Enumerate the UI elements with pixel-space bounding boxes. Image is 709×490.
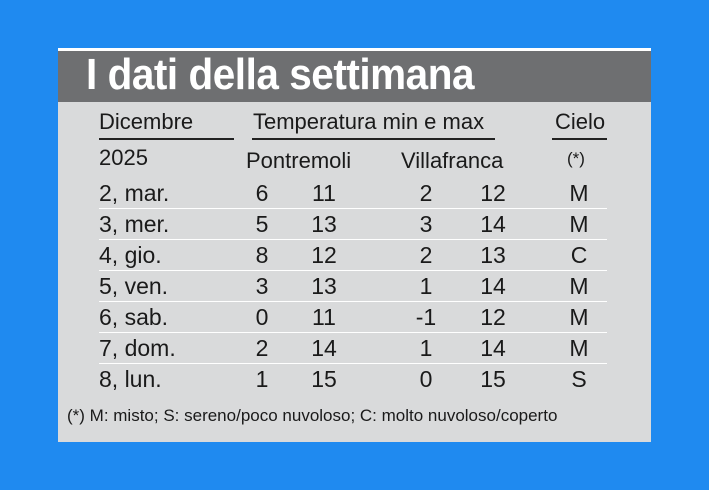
row-pontremoli-max: 11 [312,304,336,330]
row-pontremoli-min: 0 [255,304,269,330]
row-sky: M [569,273,589,299]
header-month: Dicembre [99,109,194,134]
table-row [58,271,651,302]
row-day: 4, gio. [99,242,162,268]
row-villafranca-max: 14 [480,335,506,361]
header-city-villafranca: Villafranca [401,148,504,173]
header-underline-temperature [252,138,495,140]
row-pontremoli-max: 13 [311,273,337,299]
row-day: 6, sab. [99,304,169,330]
row-villafranca-max: 12 [480,304,506,330]
row-villafranca-max: 13 [480,242,506,268]
row-sky: M [569,304,589,330]
row-villafranca-min: 2 [419,180,433,206]
table-row [58,302,651,333]
header-sky-note: (*) [567,149,585,168]
page-title: I dati della settimana [86,50,475,99]
row-villafranca-min: 3 [419,211,433,237]
row-pontremoli-max: 13 [311,211,337,237]
header-sky: Cielo [555,109,606,134]
row-pontremoli-min: 8 [255,242,269,268]
row-sky: C [570,242,588,268]
row-villafranca-max: 14 [480,211,506,237]
header-year: 2025 [99,145,148,170]
row-villafranca-min: 1 [419,335,433,361]
row-sky: M [569,211,589,237]
row-villafranca-min: -1 [415,304,437,330]
row-villafranca-max: 12 [480,180,506,206]
row-day: 7, dom. [99,335,176,361]
header-city-pontremoli: Pontremoli [246,148,352,173]
row-day: 2, mar. [99,180,170,206]
row-pontremoli-min: 5 [255,211,269,237]
row-pontremoli-min: 3 [255,273,269,299]
table-row [58,178,651,209]
row-pontremoli-max: 12 [311,242,337,268]
row-villafranca-min: 2 [419,242,433,268]
row-pontremoli-max: 15 [311,366,337,392]
row-villafranca-min: 0 [419,366,433,392]
header-temperature: Temperatura min e max [253,109,485,134]
table-row [58,333,651,364]
footnote: (*) M: misto; S: sereno/poco nuvoloso; C: molto nuvoloso/coperto [67,406,558,425]
header-underline-month [99,138,234,140]
row-villafranca-max: 15 [480,366,506,392]
weather-table-card [58,48,651,442]
row-day: 3, mer. [99,211,170,237]
row-pontremoli-max: 11 [312,180,336,206]
table-row [58,209,651,240]
row-sky: M [569,335,589,361]
row-pontremoli-min: 1 [255,366,269,392]
row-day: 8, lun. [99,366,162,392]
row-pontremoli-min: 6 [255,180,269,206]
title-bar [58,51,651,102]
row-sky: M [569,180,589,206]
row-villafranca-min: 1 [419,273,433,299]
row-day: 5, ven. [99,273,169,299]
row-pontremoli-min: 2 [255,335,269,361]
table-row [58,364,651,395]
table-row [58,240,651,271]
row-villafranca-max: 14 [480,273,506,299]
row-sky: S [571,366,587,392]
header-underline-sky [552,138,607,140]
row-pontremoli-max: 14 [311,335,337,361]
